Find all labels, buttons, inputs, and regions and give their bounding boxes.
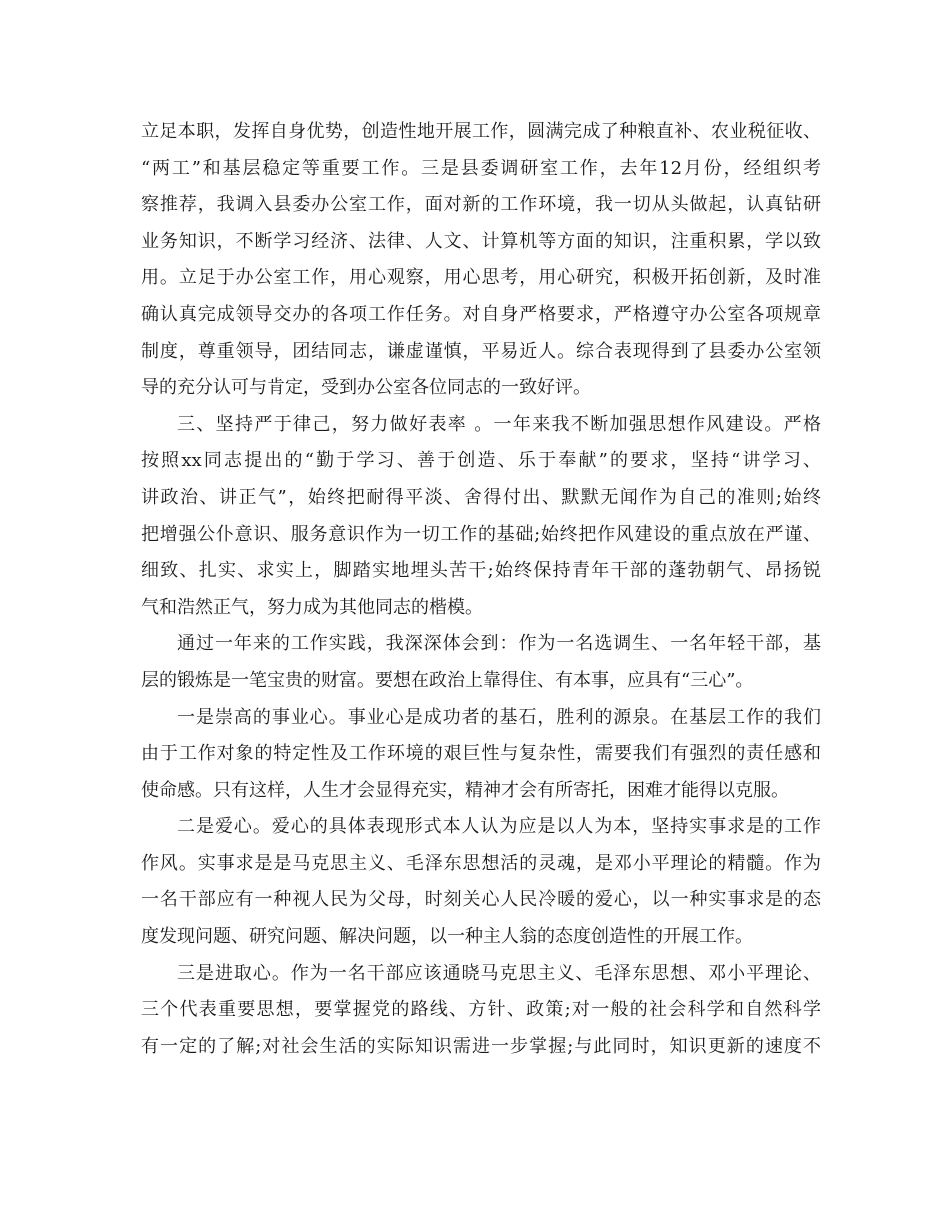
text-line: 度发现问题、研究问题、解决问题，以一种主人翁的态度创造性的开展工作。 [141, 926, 753, 948]
paragraph-ambition [141, 956, 821, 1066]
text-line: 一名干部应有一种视人民为父母，时刻关心人民冷暖的爱心，以一种实事求是的态 [141, 889, 821, 911]
text-line: 三个代表重要思想，要掌握党的路线、方针、政策;对一般的社会科学和自然科学 [141, 999, 821, 1021]
paragraph-dedication [141, 700, 821, 810]
text-line: 用。立足于办公室工作，用心观察，用心思考，用心研究，积极开拓创新，及时准 [141, 267, 821, 289]
text-line: 察推荐，我调入县委办公室工作，面对新的工作环境，我一切从头做起，认真钻研 [141, 194, 821, 216]
text-line: 通过一年来的工作实践，我深深体会到：作为一名选调生、一名年轻干部，基 [177, 633, 821, 655]
text-line: 三、坚持严于律己，努力做好表率 。一年来我不断加强思想作风建设。严格 [177, 413, 821, 435]
paragraph-compassion [141, 809, 821, 955]
paragraph-office-work [141, 114, 821, 407]
paragraph-self-discipline [141, 407, 821, 627]
text-line: 把增强公仆意识、服务意识作为一切工作的基础;始终把作风建设的重点放在严谨、 [141, 523, 821, 545]
document-body [141, 114, 821, 1065]
text-line: 二是爱心。爱心的具体表现形式本人认为应是以人为本，坚持实事求是的工作 [177, 816, 821, 838]
text-line: 使命感。只有这样，人生才会显得充实，精神才会有所寄托，困难才能得以克服。 [141, 779, 789, 801]
text-line: 导的充分认可与肯定，受到办公室各位同志的一致好评。 [141, 377, 591, 399]
text-line: 业务知识，不断学习经济、法律、人文、计算机等方面的知识，注重积累，学以致 [141, 230, 821, 252]
text-line: 由于工作对象的特定性及工作环境的艰巨性与复杂性，需要我们有强烈的责任感和 [141, 743, 821, 765]
text-line: 气和浩然正气，努力成为其他同志的楷模。 [141, 596, 483, 618]
text-line: 立足本职，发挥自身优势，创造性地开展工作，圆满完成了种粮直补、农业税征收、 [141, 121, 821, 142]
text-line: 三是进取心。作为一名干部应该通晓马克思主义、毛泽东思想、邓小平理论、 [177, 962, 821, 984]
text-line: 作风。实事求是是马克思主义、毛泽东思想活的灵魂，是邓小平理论的精髓。作为 [141, 852, 821, 874]
text-line: 细致、扎实、求实上，脚踏实地埋头苦干;始终保持青年干部的蓬勃朝气、昂扬锐 [141, 560, 821, 582]
text-line: “两工”和基层稳定等重要工作。三是县委调研室工作，去年12月份，经组织考 [141, 157, 821, 179]
text-line: 一是崇高的事业心。事业心是成功者的基石，胜利的源泉。在基层工作的我们 [177, 706, 821, 728]
text-line: 讲政治、讲正气”，始终把耐得平淡、舍得付出、默默无闻作为自己的准则;始终 [141, 486, 821, 508]
text-line: 按照xx同志提出的“勤于学习、善于创造、乐于奉献”的要求，坚持“讲学习、 [141, 450, 821, 472]
paragraph-experience [141, 626, 821, 699]
text-line: 层的锻炼是一笔宝贵的财富。要想在政治上靠得住、有本事，应具有“三心”。 [141, 669, 754, 691]
text-line: 制度，尊重领导，团结同志，谦虚谨慎，平易近人。综合表现得到了县委办公室领 [141, 340, 821, 362]
text-line: 确认真完成领导交办的各项工作任务。对自身严格要求，严格遵守办公室各项规章 [141, 303, 821, 325]
text-line: 有一定的了解;对社会生活的实际知识需进一步掌握;与此同时，知识更新的速度不 [141, 1035, 821, 1057]
